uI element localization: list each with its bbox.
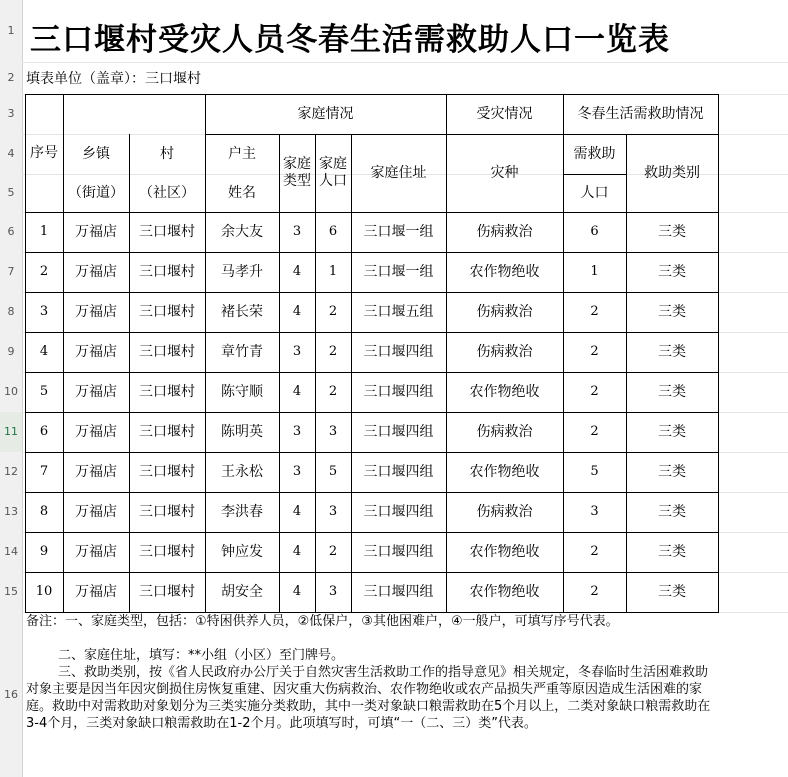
border-line — [446, 94, 447, 613]
cell-category[interactable]: 三类 — [658, 263, 686, 280]
cell-need[interactable]: 2 — [590, 424, 599, 440]
remarks — [26, 613, 718, 732]
cell-ftype[interactable]: 3 — [292, 424, 302, 440]
border-line — [626, 134, 627, 613]
border-line — [25, 94, 719, 95]
row-number[interactable]: 12 — [4, 465, 18, 478]
cell-head[interactable]: 褚长荣 — [221, 303, 263, 320]
row-number[interactable]: 16 — [4, 688, 18, 701]
row-number[interactable]: 9 — [7, 345, 15, 358]
remark-line-1: 备注：一、家庭类型，包括：①特困供养人员，②低保户，③其他困难户，④一般户，可填写序号代表。 — [26, 614, 619, 629]
cell-village[interactable]: 三口堰村 — [139, 383, 195, 400]
header-relief-group[interactable]: 冬春生活需救助情况 — [577, 105, 704, 122]
cell-disaster[interactable]: 农作物绝收 — [469, 463, 540, 480]
cell-need[interactable]: 2 — [590, 584, 599, 600]
cell-category[interactable]: 三类 — [658, 383, 686, 400]
header-family-group[interactable]: 家庭情况 — [297, 105, 354, 122]
row-number[interactable]: 10 — [4, 385, 18, 398]
cell-head[interactable]: 陈明英 — [221, 423, 263, 440]
cell-ftype[interactable]: 4 — [292, 304, 302, 320]
cell-need[interactable]: 2 — [590, 344, 599, 360]
header-household-head[interactable]: 户主 — [228, 145, 256, 162]
border-line — [563, 94, 564, 613]
cell-village[interactable]: 三口堰村 — [139, 343, 195, 360]
cell-ftype[interactable]: 3 — [292, 464, 302, 480]
cell-ftype[interactable]: 4 — [292, 584, 302, 600]
cell-fsize[interactable]: 2 — [328, 344, 338, 360]
header-address[interactable]: 家庭住址 — [370, 164, 427, 181]
cell-seq[interactable]: 7 — [39, 464, 49, 480]
border-line — [129, 134, 130, 613]
header-village[interactable]: 村 — [160, 145, 174, 162]
cell-head[interactable]: 章竹青 — [221, 343, 263, 360]
cell-ftype[interactable]: 4 — [292, 384, 302, 400]
row-number[interactable]: 13 — [4, 505, 18, 518]
cell-disaster[interactable]: 伤病救治 — [476, 503, 533, 520]
cell-category[interactable]: 三类 — [658, 423, 686, 440]
cell-category[interactable]: 三类 — [658, 223, 686, 240]
cell-disaster[interactable]: 农作物绝收 — [469, 383, 540, 400]
cell-ftype[interactable]: 4 — [292, 504, 302, 520]
row-number[interactable]: 4 — [7, 147, 15, 160]
row-number[interactable]: 8 — [7, 305, 15, 318]
cell-town[interactable]: 万福店 — [75, 383, 117, 400]
cell-address[interactable]: 三口堰四组 — [363, 383, 434, 400]
cell-address[interactable]: 三口堰四组 — [363, 583, 434, 600]
cell-village[interactable]: 三口堰村 — [139, 583, 195, 600]
cell-fsize[interactable]: 5 — [328, 464, 338, 480]
cell-category[interactable]: 三类 — [658, 303, 686, 320]
cell-disaster[interactable]: 农作物绝收 — [469, 583, 540, 600]
cell-disaster[interactable]: 农作物绝收 — [469, 263, 540, 280]
cell-head[interactable]: 李洪春 — [221, 503, 263, 520]
cell-fsize[interactable]: 3 — [328, 504, 338, 520]
header-need-relief[interactable]: 需救助 — [573, 145, 616, 162]
remark-line-3: 三、救助类别，按《省人民政府办公厅关于自然灾害生活救助工作的指导意见》相关规定，冬春临时生活困难救助对象主要是因当年因灾倒损住房恢复重建、因灾重大伤病救治、农作物绝收或农产品损失严重等原因造成生活困难的家庭。救助中对需救助对象划分为三类实施分类救助，其中一类对象缺口粮需救助在5个月以上，二类对象缺口粮需救助在3-4个月，三类对象缺口粮需救助在1-2个月。此项填写时，可填“一（二、三）类”代表。 — [26, 665, 711, 731]
cell-village[interactable]: 三口堰村 — [139, 503, 195, 520]
cell-address[interactable]: 三口堰四组 — [363, 503, 434, 520]
cell-disaster[interactable]: 伤病救治 — [476, 423, 533, 440]
cell-ftype[interactable]: 3 — [292, 224, 302, 240]
cell-fsize[interactable]: 1 — [328, 264, 338, 280]
cell-address[interactable]: 三口堰四组 — [363, 543, 434, 560]
cell-town[interactable]: 万福店 — [75, 343, 117, 360]
header-relief-category[interactable]: 救助类别 — [644, 164, 700, 181]
row-number[interactable]: 3 — [7, 107, 15, 120]
border-line — [351, 134, 352, 613]
cell-address[interactable]: 三口堰五组 — [363, 303, 434, 320]
row-header-column — [0, 0, 23, 777]
cell-ftype[interactable]: 3 — [292, 344, 302, 360]
cell-fsize[interactable]: 2 — [328, 544, 338, 560]
cell-seq[interactable]: 10 — [35, 584, 53, 600]
cell-village[interactable]: 三口堰村 — [139, 463, 195, 480]
header-seq[interactable]: 序号 — [30, 144, 58, 161]
cell-disaster[interactable]: 伤病救治 — [476, 223, 533, 240]
header-family-size[interactable]: 家庭人口 — [319, 156, 347, 189]
filling-unit-label: 填表单位（盖章）：三口堰村 — [26, 71, 201, 87]
cell-need[interactable]: 6 — [590, 224, 599, 240]
cell-head[interactable]: 王永松 — [221, 463, 263, 480]
cell-village[interactable]: 三口堰村 — [139, 543, 195, 560]
cell-village[interactable]: 三口堰村 — [139, 223, 195, 240]
cell-town[interactable]: 万福店 — [75, 583, 117, 600]
cell-fsize[interactable]: 2 — [328, 304, 338, 320]
cell-seq[interactable]: 5 — [39, 384, 49, 400]
border-line — [205, 94, 206, 613]
header-household-head-sub[interactable]: 姓名 — [228, 184, 256, 201]
border-line — [25, 94, 26, 613]
border-line — [279, 134, 280, 613]
border-line — [563, 174, 627, 175]
cell-address[interactable]: 三口堰一组 — [363, 223, 434, 240]
cell-town[interactable]: 万福店 — [75, 423, 117, 440]
cell-town[interactable]: 万福店 — [75, 543, 117, 560]
cell-head[interactable]: 余大友 — [221, 223, 263, 240]
cell-seq[interactable]: 2 — [39, 264, 49, 280]
remark-line-2: 二、家庭住址，填写：**小组（小区）至门牌号。 — [58, 648, 345, 663]
cell-category[interactable]: 三类 — [658, 583, 686, 600]
header-disaster-type[interactable]: 灾种 — [490, 164, 519, 181]
border-line — [63, 94, 64, 613]
row-number[interactable]: 1 — [7, 24, 15, 37]
row-number[interactable]: 11 — [0, 412, 22, 452]
header-family-type[interactable]: 家庭类型 — [283, 156, 311, 189]
cell-address[interactable]: 三口堰四组 — [363, 463, 434, 480]
border-line — [205, 134, 719, 135]
row-number[interactable]: 5 — [7, 186, 15, 199]
cell-need[interactable]: 5 — [590, 464, 599, 480]
cell-town[interactable]: 万福店 — [75, 223, 117, 240]
cell-need[interactable]: 3 — [590, 504, 599, 520]
cell-town[interactable]: 万福店 — [75, 463, 117, 480]
row-number[interactable]: 7 — [7, 265, 15, 278]
header-village-sub[interactable]: （社区） — [139, 184, 195, 201]
cell-seq[interactable]: 1 — [39, 224, 49, 240]
cell-seq[interactable]: 8 — [39, 504, 49, 520]
cell-need[interactable]: 2 — [590, 304, 599, 320]
sheet-title: 三口堰村受灾人员冬春生活需救助人口一览表 — [30, 22, 670, 58]
header-town[interactable]: 乡镇 — [82, 145, 110, 162]
cell-need[interactable]: 2 — [590, 384, 599, 400]
cell-village[interactable]: 三口堰村 — [139, 303, 195, 320]
cell-need[interactable]: 1 — [590, 264, 599, 280]
header-need-relief-sub[interactable]: 人口 — [580, 184, 609, 201]
border-line — [315, 134, 316, 613]
cell-town[interactable]: 万福店 — [75, 263, 117, 280]
cell-fsize[interactable]: 2 — [328, 384, 338, 400]
cell-category[interactable]: 三类 — [658, 463, 686, 480]
cell-head[interactable]: 马孝升 — [221, 263, 263, 280]
cell-ftype[interactable]: 4 — [292, 544, 302, 560]
cell-disaster[interactable]: 伤病救治 — [476, 343, 533, 360]
cell-disaster[interactable]: 伤病救治 — [476, 303, 533, 320]
cell-head[interactable]: 陈守顺 — [221, 383, 263, 400]
cell-head[interactable]: 胡安全 — [221, 583, 263, 600]
cell-need[interactable]: 2 — [590, 544, 599, 560]
cell-village[interactable]: 三口堰村 — [139, 263, 195, 280]
cell-address[interactable]: 三口堰四组 — [363, 423, 434, 440]
cell-fsize[interactable]: 3 — [328, 424, 338, 440]
cell-seq[interactable]: 4 — [39, 344, 49, 360]
row-gridline — [22, 62, 788, 63]
row-number[interactable]: 6 — [7, 225, 15, 238]
row-number[interactable]: 2 — [7, 71, 15, 84]
cell-address[interactable]: 三口堰四组 — [363, 343, 434, 360]
cell-disaster[interactable]: 农作物绝收 — [469, 543, 540, 560]
cell-seq[interactable]: 3 — [39, 304, 49, 320]
cell-seq[interactable]: 9 — [39, 544, 49, 560]
cell-category[interactable]: 三类 — [658, 343, 686, 360]
cell-fsize[interactable]: 3 — [328, 584, 338, 600]
cell-category[interactable]: 三类 — [658, 543, 686, 560]
cell-ftype[interactable]: 4 — [292, 264, 302, 280]
cell-head[interactable]: 钟应发 — [221, 543, 263, 560]
cell-category[interactable]: 三类 — [658, 503, 686, 520]
cell-town[interactable]: 万福店 — [75, 303, 117, 320]
row-number[interactable]: 15 — [4, 585, 18, 598]
header-disaster-group[interactable]: 受灾情况 — [476, 105, 533, 122]
row-number[interactable]: 14 — [4, 545, 18, 558]
header-town-sub[interactable]: （街道） — [68, 185, 124, 201]
cell-village[interactable]: 三口堰村 — [139, 423, 195, 440]
cell-address[interactable]: 三口堰一组 — [363, 263, 434, 280]
cell-seq[interactable]: 6 — [39, 424, 49, 440]
cell-fsize[interactable]: 6 — [328, 224, 338, 240]
border-line — [718, 94, 719, 613]
cell-town[interactable]: 万福店 — [75, 503, 117, 520]
